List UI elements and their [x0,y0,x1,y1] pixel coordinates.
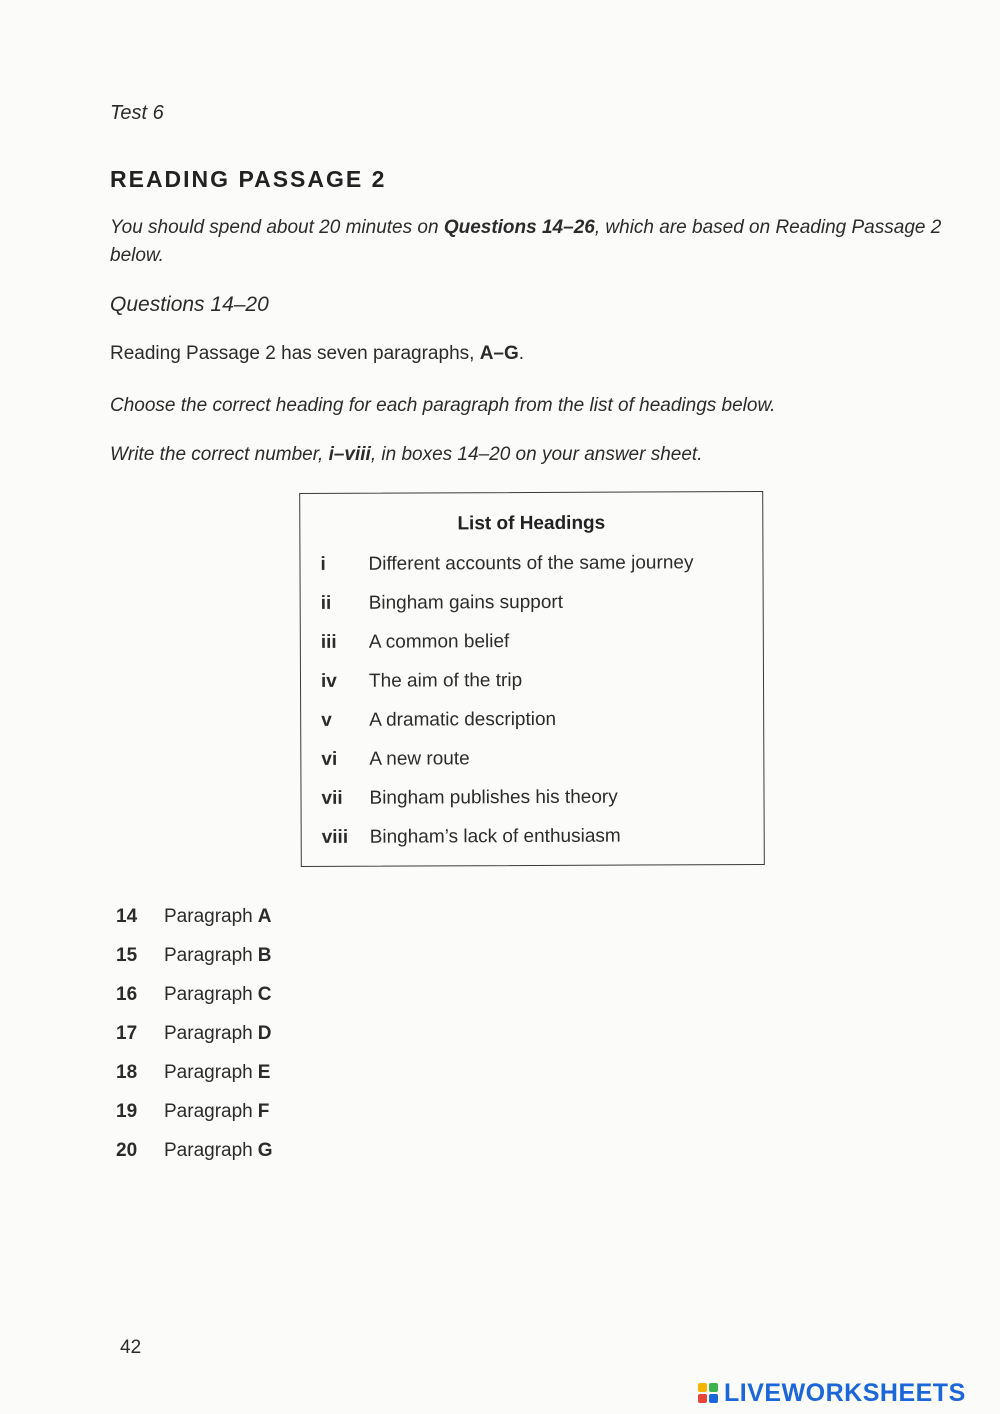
logo-square-icon [709,1383,718,1392]
liveworksheets-logo-text: LIVEWORKSHEETS [724,1378,966,1407]
heading-number: ii [320,592,332,614]
liveworksheets-logo-icon [698,1383,718,1403]
question-number: 20 [116,1140,138,1161]
question-number: 15 [116,945,138,966]
logo-square-icon [698,1394,707,1403]
question-text: Paragraph G [164,1140,273,1161]
heading-number: vii [321,787,343,809]
question-number: 16 [116,984,138,1005]
heading-number: iv [320,670,337,692]
headings-box-title: List of Headings [457,512,606,535]
heading-text: Bingham publishes his theory [369,786,618,809]
heading-text: Bingham’s lack of enthusiasm [369,825,621,848]
question-text: Paragraph D [164,1023,272,1044]
heading-number: i [320,553,326,575]
logo-square-icon [709,1394,718,1403]
write-instruction: Write the correct number, i–viii, in boxes 14–20 on your answer sheet. [110,444,703,465]
paragraphs-note: Reading Passage 2 has seven paragraphs, A–G. [110,343,525,364]
test-label: Test 6 [110,102,164,124]
choose-instruction: Choose the correct heading for each paragraph from the list of headings below. [110,395,776,416]
heading-text: A common belief [368,631,510,653]
heading-text: Different accounts of the same journey [368,552,694,575]
heading-text: A new route [369,748,470,770]
liveworksheets-logo[interactable] [698,1378,966,1408]
heading-number: iii [320,631,337,653]
heading-text: Bingham gains support [368,591,564,614]
question-text: Paragraph C [164,984,272,1005]
question-range: Questions 14–20 [110,293,269,316]
logo-square-icon [698,1383,707,1392]
intro-instruction: You should spend about 20 minutes on Questions 14–26, which are based on Reading Passage 2 below. [110,217,942,266]
question-number: 18 [116,1062,138,1083]
heading-text: The aim of the trip [368,670,523,692]
question-text: Paragraph B [164,945,272,966]
heading-number: viii [321,826,349,848]
question-number: 17 [116,1023,138,1044]
heading-number: vi [321,748,338,770]
question-number: 19 [116,1101,138,1122]
passage-title: READING PASSAGE 2 [110,166,387,192]
question-text: Paragraph E [164,1062,271,1083]
heading-number: v [321,709,332,731]
page-number: 42 [120,1337,142,1358]
question-text: Paragraph F [164,1101,270,1122]
headings-box [299,491,765,867]
heading-text: A dramatic description [369,708,557,731]
question-text: Paragraph A [164,906,272,927]
question-number: 14 [116,906,138,927]
